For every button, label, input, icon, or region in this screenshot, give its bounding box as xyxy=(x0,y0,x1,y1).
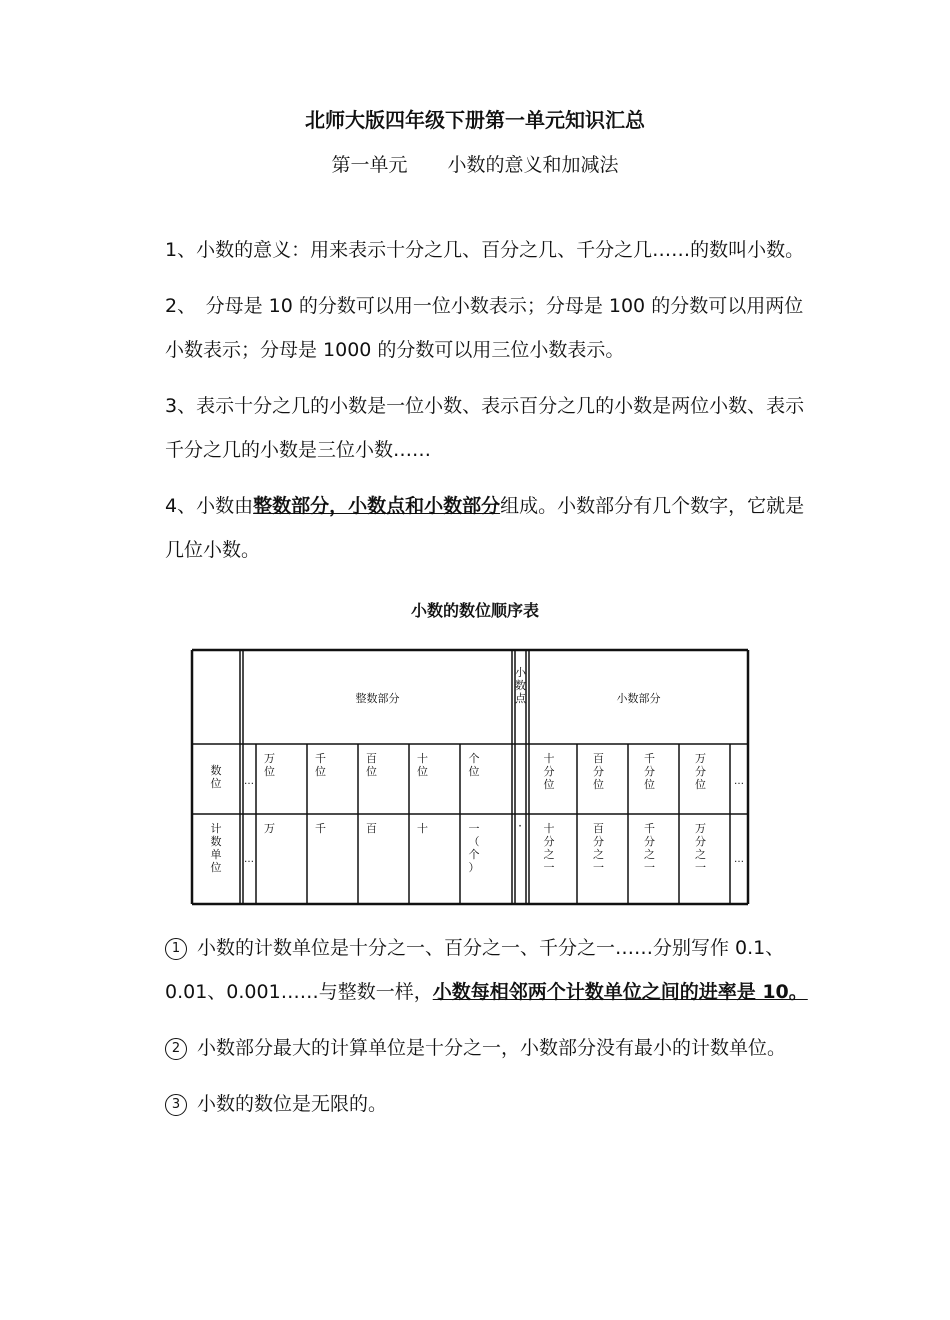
document-subtitle xyxy=(0,150,950,177)
note-2-text: 小数部分最大的计算单位是十分之一，小数部分没有最小的计数单位。 xyxy=(197,1037,787,1059)
dec-part-label: 小数部分 xyxy=(616,692,661,705)
dec-unit-label: 千 xyxy=(644,822,655,835)
dec-unit-label: 一 xyxy=(644,861,655,874)
int-place-label: 位 xyxy=(468,765,480,778)
int-unit-label: （ xyxy=(468,835,480,848)
note-1-text: 小数的计数单位是十分之一、百分之一、千分之一……分别写作 0.1、0.01、0.001……与整数一样， xyxy=(165,937,785,1003)
point-4-suffix: 组成。小数部分有几个数字，它就是几位小数。 xyxy=(165,495,805,561)
subtitle-topic: 小数的意义和加减法 xyxy=(447,154,619,176)
row-label-digit: 数 xyxy=(210,764,222,777)
int-unit-label: 个 xyxy=(468,848,480,861)
note-1-emphasis: 小数每相邻两个计数单位之间的进率是 10。 xyxy=(432,981,808,1003)
row-label-unit: 计 xyxy=(210,822,222,835)
dec-unit-label: 万 xyxy=(695,822,706,835)
ellipsis-cell: … xyxy=(244,776,254,787)
int-place-label: 位 xyxy=(264,765,275,778)
dec-place-label: 万 xyxy=(695,752,706,765)
dec-unit-label: 之 xyxy=(644,848,655,861)
dec-unit-label: 之 xyxy=(543,848,555,861)
int-place-label: 个 xyxy=(468,752,480,765)
point-4-prefix: 4、小数由 xyxy=(165,495,254,517)
point-4 xyxy=(165,484,815,572)
int-place-label: 位 xyxy=(315,765,326,778)
int-place-label: 位 xyxy=(417,765,428,778)
point-1: 1、小数的意义：用来表示十分之几、百分之几、千分之几……的数叫小数。 xyxy=(165,239,805,261)
ellipsis-cell: … xyxy=(244,854,254,865)
dec-unit-label: 一 xyxy=(543,861,555,874)
decimal-point-label: 小 xyxy=(515,666,526,679)
row-label-unit: 单 xyxy=(210,848,222,861)
dec-place-label: 百 xyxy=(593,752,604,765)
decimal-dot: · xyxy=(518,819,522,833)
dec-unit-label: 分 xyxy=(695,835,706,848)
point-4-emphasis: 整数部分，小数点和小数部分 xyxy=(253,495,501,517)
point-3: 3、表示十分之几的小数是一位小数、表示百分之几的小数是两位小数、表示千分之几的小数是三位小数…… xyxy=(165,395,805,461)
dec-place-label: 位 xyxy=(644,778,655,791)
dec-unit-label: 分 xyxy=(644,835,655,848)
note-1-marker: 1 xyxy=(165,938,187,960)
decimal-point-label: 数 xyxy=(515,679,526,692)
dec-unit-label: 十 xyxy=(543,822,555,835)
note-2-marker: 2 xyxy=(165,1038,187,1060)
note-3 xyxy=(165,1082,815,1126)
int-place-label: 百 xyxy=(366,752,377,765)
note-3-marker: 3 xyxy=(165,1094,187,1116)
dec-place-label: 位 xyxy=(543,778,555,791)
row-label-digit: 位 xyxy=(210,777,222,790)
point-2: 2、 分母是 10 的分数可以用一位小数表示；分母是 100 的分数可以用两位小数表示；分母是 1000 的分数可以用三位小数表示。 xyxy=(165,295,804,361)
decimal-point-label: 点 xyxy=(515,692,526,705)
dec-unit-label: 之 xyxy=(695,848,706,861)
dec-place-label: 位 xyxy=(593,778,604,791)
subtitle-unit: 第一单元 xyxy=(331,154,408,176)
int-part-label: 整数部分 xyxy=(355,692,400,705)
dec-place-label: 十 xyxy=(543,752,555,765)
int-place-label: 万 xyxy=(264,752,275,765)
ellipsis-cell: … xyxy=(734,776,744,787)
dec-place-label: 千 xyxy=(644,752,655,765)
int-unit-label: 一 xyxy=(468,822,480,835)
int-unit-label: 百 xyxy=(366,822,377,835)
ellipsis-cell: … xyxy=(734,854,744,865)
dec-unit-label: 一 xyxy=(593,861,604,874)
dec-place-label: 分 xyxy=(695,765,706,778)
dec-place-label: 分 xyxy=(593,765,604,778)
dec-place-label: 分 xyxy=(543,765,555,778)
row-label-unit: 位 xyxy=(210,861,222,874)
int-place-label: 位 xyxy=(366,765,377,778)
dec-unit-label: 百 xyxy=(593,822,604,835)
int-unit-label: 万 xyxy=(264,822,275,835)
place-value-table xyxy=(190,648,750,906)
int-place-label: 十 xyxy=(417,752,428,765)
dec-unit-label: 一 xyxy=(695,861,706,874)
dec-place-label: 分 xyxy=(644,765,655,778)
int-place-label: 千 xyxy=(315,752,326,765)
note-1 xyxy=(165,926,815,1014)
row-label-unit: 数 xyxy=(210,835,222,848)
table-title: 小数的数位顺序表 xyxy=(410,601,539,620)
int-unit-label: ） xyxy=(468,861,480,874)
int-unit-label: 十 xyxy=(417,822,428,835)
dec-place-label: 位 xyxy=(695,778,706,791)
dec-unit-label: 分 xyxy=(543,835,555,848)
note-3-text: 小数的数位是无限的。 xyxy=(197,1093,388,1115)
int-unit-label: 千 xyxy=(315,822,326,835)
document-title: 北师大版四年级下册第一单元知识汇总 xyxy=(305,108,645,132)
note-2 xyxy=(165,1026,815,1070)
dec-unit-label: 分 xyxy=(593,835,604,848)
dec-unit-label: 之 xyxy=(593,848,604,861)
